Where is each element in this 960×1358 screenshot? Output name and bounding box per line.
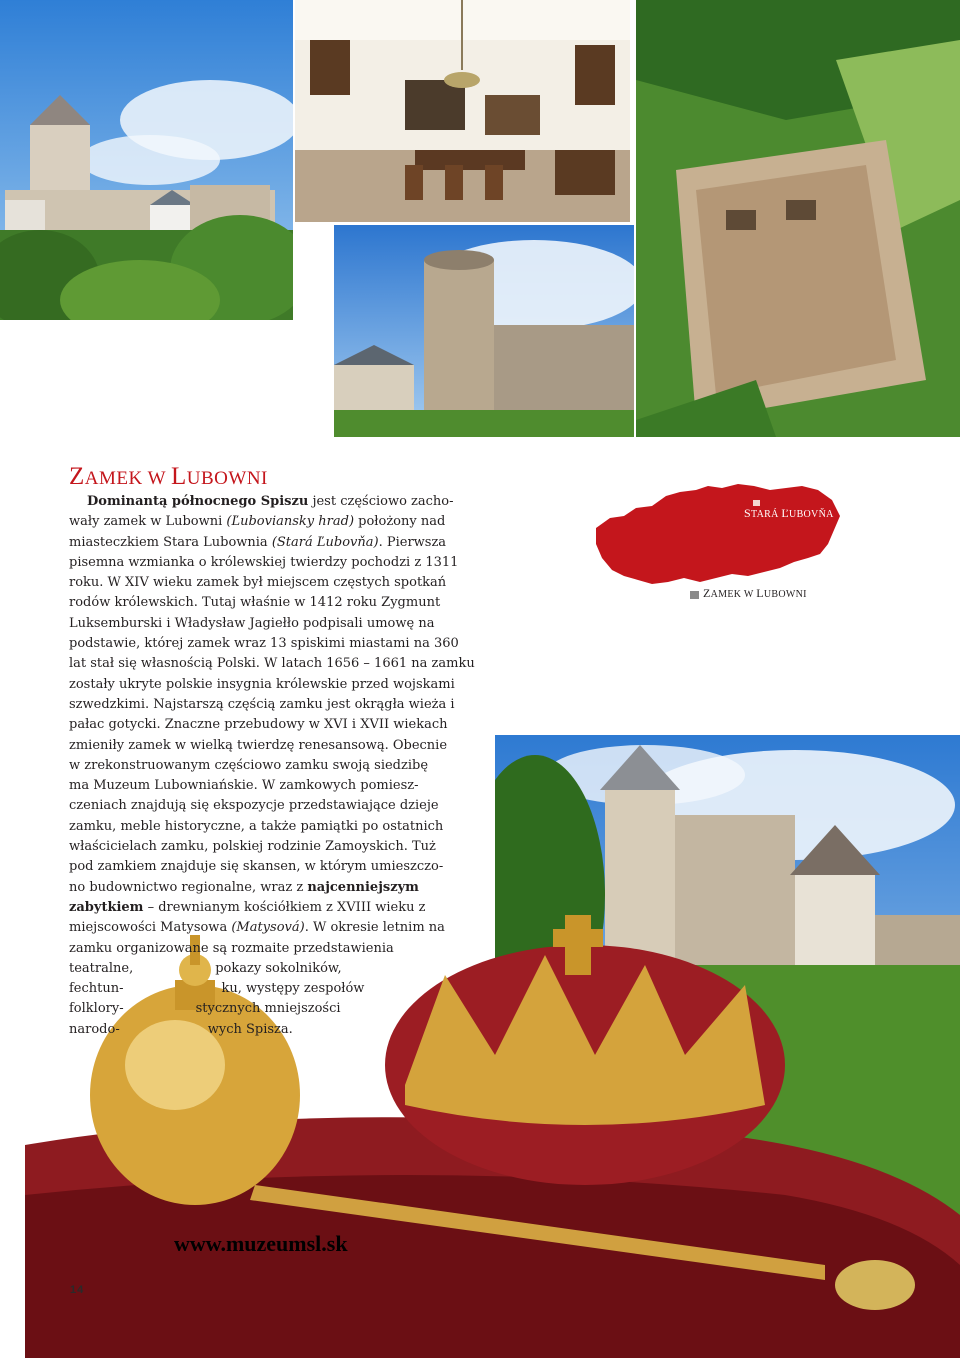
text-line: pod zamkiem znajduje się skansen, w którym umieszczo- (69, 859, 444, 875)
text-line: pisemna wzmianka o królewskiej twierdzy pochodzi z 1311 (69, 554, 459, 570)
text-line: w zrekonstruowanym częściowo zamku swoją siedzibę (69, 757, 429, 773)
website-url[interactable]: www.muzeumsl.sk (174, 1231, 348, 1256)
text-line: roku. W XIV wieku zamek był miejscem częstych spotkań (69, 575, 447, 591)
text-line: ma Muzeum Lubowniańskie. W zamkowych pomiesz- (69, 778, 419, 794)
page-title: ZAMEK W LUBOWNI (69, 463, 268, 490)
castle-legend-icon (690, 591, 699, 599)
map-slovakia (588, 478, 850, 590)
text-line: zmieniły zamek w wielką twierdzę renesansową. Obecnie (69, 737, 448, 753)
text-line: Dominantą północnego Spiszu jest częściowo zacho- (87, 494, 454, 509)
text-line: szwedzkimi. Najstarszą częścią zamku jest okrągła wieża i (69, 696, 455, 712)
photo-castle-interior (295, 0, 630, 222)
text-line: miejscowości Matysowa (Matysová). W okresie letnim na (69, 920, 445, 936)
text-line: teatralne, pokazy sokolników, (69, 960, 342, 976)
photo-round-tower (334, 225, 634, 437)
text-line: no budownictwo regionalne, wraz z najcenniejszym (69, 879, 419, 895)
text-line: lat stał się własnością Polski. W latach 1656 – 1661 na zamku (69, 656, 475, 672)
text-line: pałac gotycki. Znaczne przebudowy w XVI i XVII wiekach (69, 717, 448, 733)
text-line: zamku organizowane są rozmaite przedstawienia (69, 940, 394, 956)
article-body (69, 492, 479, 1040)
page-number: 14 (70, 1284, 85, 1296)
text-line: zamku, meble historyczne, a także pamiątki po ostatnich (69, 818, 444, 834)
map-legend-zamek: ZAMEK W LUBOWNI (690, 586, 807, 601)
text-line: Luksemburski i Władysław Jagiełło podpisali umowę na (69, 615, 435, 631)
map-label-stara-lubovna: STARÁ ĽUBOVŇA (744, 506, 834, 520)
text-line: rodów królewskich. Tutaj właśnie w 1412 roku Zygmunt (69, 595, 441, 611)
text-line: czeniach znajdują się ekspozycje przedstawiające dzieje (69, 798, 439, 814)
text-line: właścicielach zamku, polskiej rodzinie Zamoyskich. Tuż (69, 839, 436, 855)
text-line: miasteczkiem Stara Lubownia (Stará Ľubovňa). Pierwsza (69, 534, 447, 550)
map-region-slovakia (596, 484, 840, 584)
text-line: zostały ukryte polskie insygnia królewskie przed wojskami (69, 676, 455, 692)
text-line: wały zamek w Lubowni (Ľuboviansky hrad) położony nad (69, 514, 446, 530)
text-line: podstawie, której zamek wraz 13 spiskimi miastami na 360 (69, 636, 459, 652)
text-line: folklory- stycznych mniejszości (69, 1001, 341, 1017)
photo-castle-exterior (0, 0, 293, 320)
text-line: narodo- wych Spisza. (69, 1021, 293, 1037)
text-line: zabytkiem – drewnianym kościółkiem z XVIII wieku z (69, 899, 426, 915)
text-line: fechtun- ku, występy zespołów (69, 981, 365, 997)
photo-castle-ruins-aerial (636, 0, 960, 437)
